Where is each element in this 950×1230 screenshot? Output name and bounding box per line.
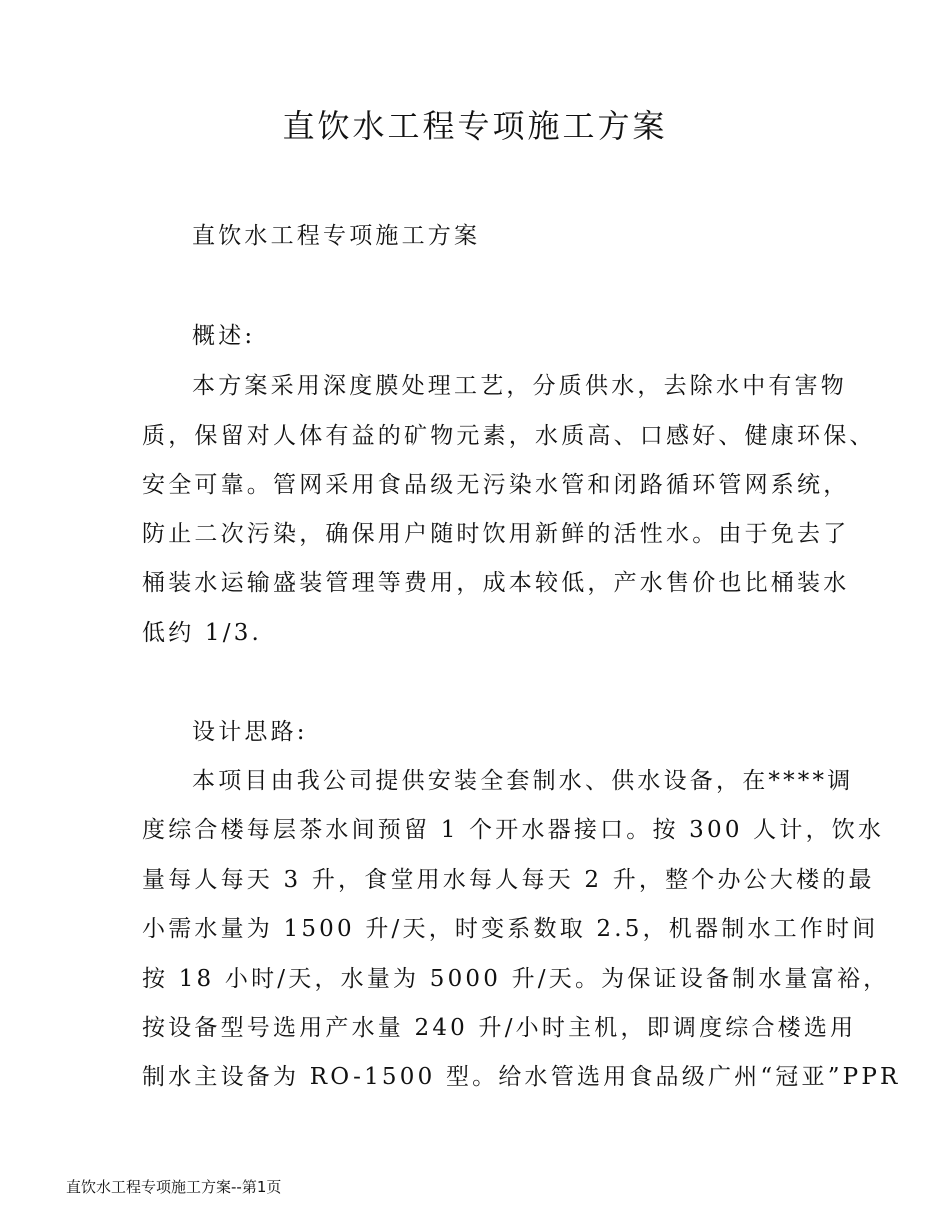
paragraph-line: 本方案采用深度膜处理工艺，分质供水，去除水中有害物 <box>192 373 847 399</box>
paragraph-line: 按 18 小时/天，水量为 5000 升/天。为保证设备制水量富裕， <box>142 966 890 992</box>
paragraph-line: 度综合楼每层茶水间预留 1 个开水器接口。按 300 人计，饮水 <box>142 817 885 843</box>
paragraph-line: 制水主设备为 RO-1500 型。给水管选用食品级广州“冠亚”PPR <box>142 1064 901 1090</box>
paragraph-line: 本项目由我公司提供安装全套制水、供水设备，在****调 <box>192 768 854 794</box>
paragraph-line: 量每人每天 3 升，食堂用水每人每天 2 升，整个办公大楼的最 <box>142 867 875 893</box>
page-title: 直饮水工程专项施工方案 <box>282 107 668 145</box>
paragraph-line: 小需水量为 1500 升/天，时变系数取 2.5，机器制水工作时间 <box>142 916 879 942</box>
section-heading-overview: 概述: <box>192 323 256 349</box>
paragraph-line: 按设备型号选用产水量 240 升/小时主机，即调度综合楼选用 <box>142 1015 857 1041</box>
document-subtitle: 直饮水工程专项施工方案 <box>192 223 481 249</box>
section-heading-design: 设计思路: <box>192 719 308 745</box>
paragraph-line: 质，保留对人体有益的矿物元素，水质高、口感好、健康环保、 <box>142 423 876 449</box>
paragraph-line: 防止二次污染，确保用户随时饮用新鲜的活性水。由于免去了 <box>142 521 850 547</box>
paragraph-line: 低约 1/3. <box>142 620 263 646</box>
page-footer: 直饮水工程专项施工方案--第1页 <box>66 1178 282 1196</box>
paragraph-line: 桶装水运输盛装管理等费用，成本较低，产水售价也比桶装水 <box>142 570 850 596</box>
paragraph-line: 安全可靠。管网采用食品级无污染水管和闭路循环管网系统， <box>142 472 850 498</box>
